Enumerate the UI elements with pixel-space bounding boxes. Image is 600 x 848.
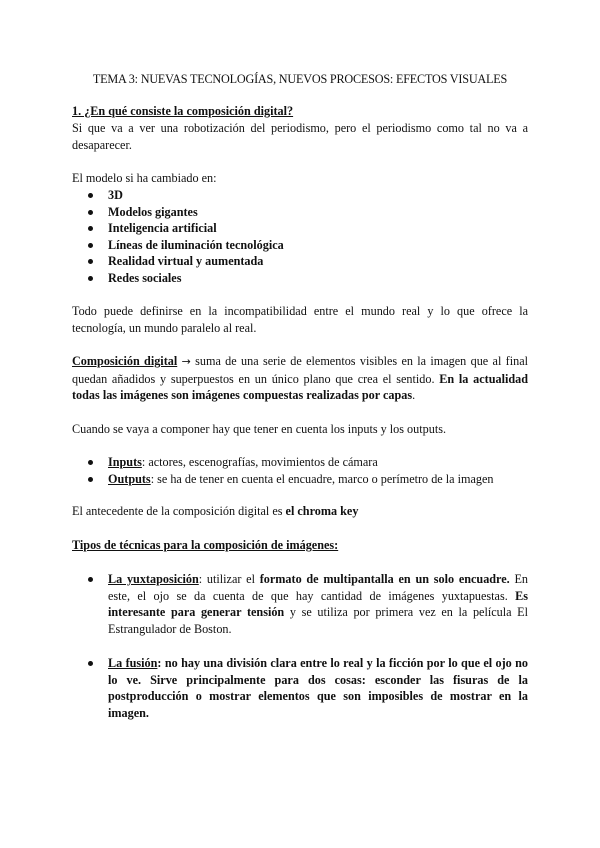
- inputs-outputs-list: [72, 454, 528, 487]
- document-title: TEMA 3: NUEVAS TECNOLOGÍAS, NUEVOS PROCESOS: EFECTOS VISUALES: [92, 72, 508, 86]
- list-item-model: [72, 253, 528, 270]
- bullet-icon: [88, 460, 93, 465]
- chroma-text: El antecedente de la composición digital es: [72, 504, 286, 518]
- list-item-model: [72, 270, 528, 287]
- yuxtaposicion-term: La yuxtaposición: [108, 572, 199, 586]
- technique-list-fusion: [72, 655, 528, 721]
- bullet-icon: [88, 210, 93, 215]
- model-changes-list: [72, 187, 528, 286]
- list-item-model: [72, 204, 528, 221]
- paragraph-composition-definition: [72, 353, 528, 404]
- model-item-label: Realidad virtual y aumentada: [108, 254, 264, 268]
- model-item-label: 3D: [108, 188, 123, 202]
- arrow-symbol: →: [181, 355, 191, 368]
- paragraph-robotization: Si que va a ver una robotización del periodismo, pero el periodismo como tal no va a desaparecer.: [72, 121, 528, 152]
- list-item-io: [72, 454, 528, 471]
- fusion-text: : no hay una división clara entre lo real y la ficción por lo que el ojo no lo ve. Sirve principalmente para dos cosas: esconder las fisuras de la postproducción o mostrar elementos que son imposibles de mostrar en la imagen.: [108, 656, 528, 720]
- list-item-fusion: [72, 655, 528, 721]
- bullet-icon: [88, 259, 93, 264]
- composition-term: Composición digital: [72, 354, 178, 368]
- list-item-model: [72, 237, 528, 254]
- list-item-model: [72, 220, 528, 237]
- paragraph-incompatibility: Todo puede definirse en la incompatibilidad entre el mundo real y lo que ofrece la tecnología, un mundo paralelo al real.: [72, 304, 528, 335]
- bullet-icon: [88, 243, 93, 248]
- io-term: Outputs: [108, 471, 151, 486]
- list-item-model: [72, 187, 528, 204]
- chroma-bold: el chroma key: [285, 504, 359, 518]
- bullet-icon: [88, 661, 93, 666]
- yux-bold-2: Es interesante para generar tensión: [108, 588, 528, 619]
- paragraph-model-intro: El modelo si ha cambiado en:: [72, 171, 217, 185]
- yux-text-1: : utilizar el: [198, 572, 260, 586]
- technique-list-yuxtaposicion: [72, 571, 528, 637]
- yux-text-2: En este, el ojo se da cuenta de que hay cantidad de imágenes yuxtapuestas.: [108, 572, 529, 603]
- model-item-label: Modelos gigantes: [108, 204, 198, 219]
- model-item-label: Redes sociales: [108, 270, 182, 285]
- model-item-label: Líneas de iluminación tecnológica: [108, 237, 284, 252]
- bullet-icon: [88, 276, 93, 281]
- list-item-yuxtaposicion: [72, 571, 528, 637]
- io-text: : actores, escenografías, movimientos de cámara: [141, 455, 378, 469]
- composition-text: suma de una serie de elementos visibles en la imagen que al final quedan añadidos y superpuestos en un único plano que crea el sentido.: [72, 354, 529, 386]
- bullet-icon: [88, 193, 93, 198]
- yux-bold-1: formato de multipantalla en un solo encuadre.: [259, 572, 510, 586]
- types-heading: Tipos de técnicas para la composición de imágenes:: [72, 538, 339, 552]
- section-1-heading: 1. ¿En qué consiste la composición digital?: [72, 104, 294, 118]
- model-item-label: Inteligencia artificial: [108, 221, 217, 235]
- io-term: Inputs: [108, 455, 142, 469]
- composition-bold-text: En la actualidad todas las imágenes son imágenes compuestas realizadas por capas: [72, 371, 528, 402]
- io-text: : se ha de tener en cuenta el encuadre, marco o perímetro de la imagen: [150, 471, 494, 486]
- composition-end: .: [412, 388, 416, 402]
- bullet-icon: [88, 477, 93, 482]
- bullet-icon: [88, 226, 93, 231]
- fusion-term: La fusión: [108, 656, 158, 670]
- paragraph-chroma: [72, 503, 528, 520]
- list-item-io: [72, 471, 528, 488]
- yux-text-3: y se utiliza por primera vez en la película El Estrangulador de Boston.: [108, 605, 528, 636]
- paragraph-inputs-outputs: Cuando se vaya a componer hay que tener en cuenta los inputs y los outputs.: [72, 422, 446, 436]
- bullet-icon: [88, 577, 93, 582]
